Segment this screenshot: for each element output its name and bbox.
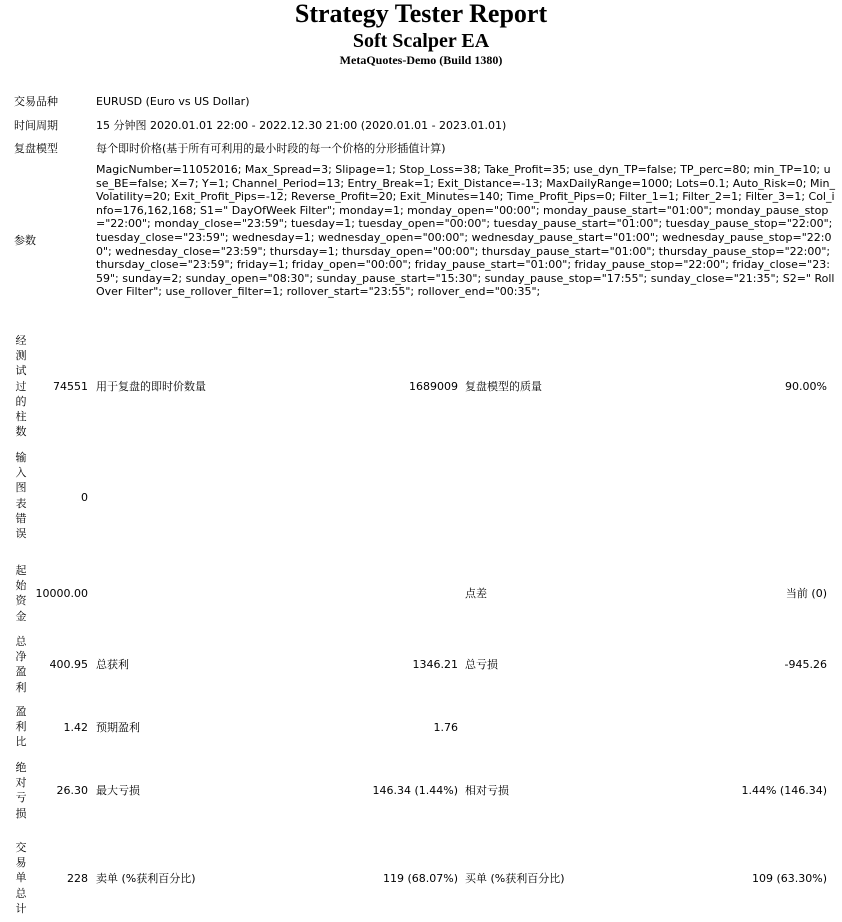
quality-value: 90.00% (785, 380, 827, 393)
short-positions-label: 卖单 (%获利百分比) (96, 872, 196, 885)
ticks-value: 1689009 (409, 380, 458, 393)
model-label: 复盘模型 (14, 142, 58, 155)
abs-drawdown-value: 26.30 (56, 784, 88, 797)
rel-drawdown-label: 相对亏损 (465, 784, 509, 797)
long-positions-value: 109 (63.30%) (751, 872, 827, 885)
profit-factor-label: 盈利比 (15, 705, 27, 749)
gross-profit-label: 总获利 (96, 658, 129, 671)
symbol-label: 交易品种 (14, 95, 58, 108)
model-value: 每个即时价格(基于所有可利用的最小时段的每一个价格的分形插值计算) (96, 142, 446, 155)
deposit-value: 10000.00 (35, 587, 88, 600)
gross-profit-value: 1346.21 (412, 658, 458, 671)
expected-payoff-value: 1.76 (433, 721, 458, 734)
max-drawdown-label: 最大亏损 (96, 784, 140, 797)
errors-label: 输入图表错误 (15, 451, 27, 541)
net-profit-value: 400.95 (49, 658, 88, 671)
expected-payoff-label: 预期盈利 (96, 721, 140, 734)
spread-value: 当前 (0) (785, 587, 827, 600)
bars-value: 74551 (53, 380, 88, 393)
trades-label: 交易单总计 (15, 841, 27, 915)
profit-factor-value: 1.42 (63, 721, 88, 734)
params-label: 参数 (14, 234, 36, 247)
ticks-label: 用于复盘的即时价数量 (96, 380, 206, 393)
gross-loss-label: 总亏损 (465, 658, 498, 671)
short-positions-value: 119 (68.07%) (382, 872, 458, 885)
trades-value: 228 (67, 872, 88, 885)
period-label: 时间周期 (14, 119, 58, 132)
spread-label: 点差 (465, 587, 487, 600)
params-value: MagicNumber=11052016; Max_Spread=3; Slipage=1; Stop_Loss=38; Take_Profit=35; use_dyn_TP=false; TP_perc=80; min_TP=10; use_BE=false; X=7; Y=1; Channel_Period=13; Entry_Break=1; Exit_Distance=-13; MaxDailyRange=1000; Lots=0.1; Auto_Risk=0; Min_Volatility=20; Exit_Profit_Pips=-12; Reverse_Profit=20; Exit_Minutes=140; Time_Profit_Pips=0; Filter_1=1; Filter_2=1; Filter_3=1; Col_info=176,162,168; S1=" DayOfWeek Filter"; monday=1; monday_open="00:00"; monday_pause_start="01:00"; monday_pause_stop="22:00"; monday_close="23:59"; tuesday=1; tuesday_open="00:00"; tuesday_pause_start="01:00"; tuesday_pause_stop="22:00"; tuesday_close="23:59"; wednesday=1; wednesday_open="00:00"; wednesday_pause_start="01:00"; wednesday_pause_stop="22:00"; wednesday_close="23:59"; thursday=1; thursday_open="00:00"; thursday_pause_start="01:00"; thursday_pause_stop="22:00"; thursday_close="23:59"; friday=1; friday_open="00:00"; friday_pause_start="01:00"; friday_pause_stop="22:00"; friday_close="23:59"; sunday=2; sunday_open="08:30"; sunday_pause_start="15:30"; sunday_pause_stop="17:55"; sunday_close="21:35"; S2=" Roll Over Filter"; use_rollover_filter=1; rollover_start="23:55"; rollover_end="00:35"; (96, 163, 838, 299)
deposit-label: 起始资金 (15, 564, 27, 623)
long-positions-label: 买单 (%获利百分比) (465, 872, 565, 885)
net-profit-label: 总净盈利 (15, 635, 27, 694)
abs-drawdown-label: 绝对亏损 (15, 761, 27, 820)
period-value: 15 分钟图 2020.01.01 22:00 - 2022.12.30 21:00 (2020.01.01 - 2023.01.01) (96, 119, 507, 132)
server-build: MetaQuotes-Demo (Build 1380) (339, 53, 503, 67)
ea-name: Soft Scalper EA (352, 30, 490, 52)
report-title: Strategy Tester Report (294, 0, 548, 28)
rel-drawdown-value: 1.44% (146.34) (741, 784, 827, 797)
max-drawdown-value: 146.34 (1.44%) (372, 784, 458, 797)
symbol-value: EURUSD (Euro vs US Dollar) (96, 95, 250, 108)
errors-value: 0 (81, 491, 88, 504)
gross-loss-value: -945.26 (784, 658, 827, 671)
bars-label: 经测试过的柱数 (15, 334, 27, 439)
quality-label: 复盘模型的质量 (465, 380, 542, 393)
